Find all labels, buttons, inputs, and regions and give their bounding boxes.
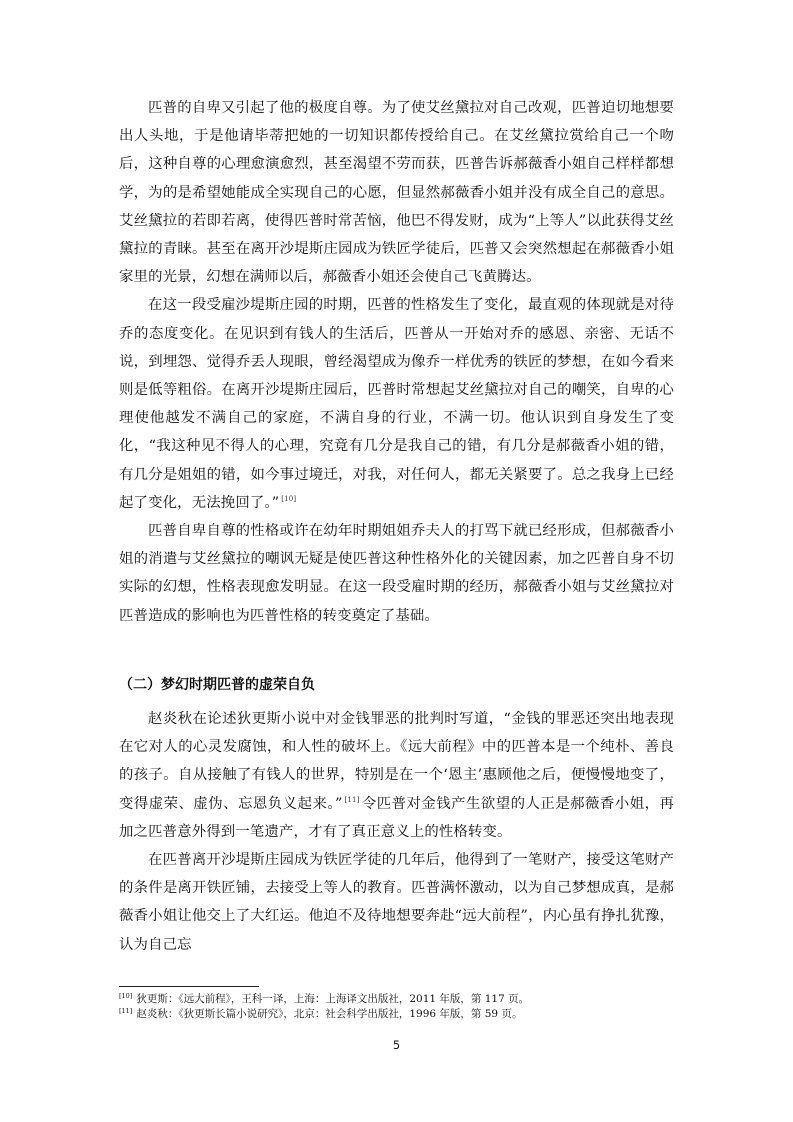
paragraph-2-text: 在这一段受雇沙堤斯庄园的时期，匹普的性格发生了变化，最直观的体现就是对待乔的态度变化。在见识到有钱人的生活后，匹普从一开始对乔的感恩、亲密、无话不说，到埋怨、觉得乔丢人现眼，曾经渴望成为像乔一样优秀的铁匠的梦想，在如今看来则是低等粗俗。在离开沙堤斯庄园后，匹普时常想起艾丝黛拉对自己的嘲笑，自卑的心理使他越发不满自己的家庭，不满自身的行业，不满一切。他认识到自身发生了变化，“我这种见不得人的心理，究竟有几分是我自己的错，有几分是郝薇香小姐的错，有几分是姐姐的错，如今事过境迁，对我，对任何人，都无关紧要了。总之我身上已经起了变化，无法挽回了。” bbox=[119, 297, 674, 511]
footnote-ref-10[interactable]: [10] bbox=[281, 494, 297, 503]
footnote-10 bbox=[119, 992, 679, 1007]
paragraph-3: 匹普自卑自尊的性格或许在幼年时期姐姐乔夫人的打骂下就已经形成，但郝薇香小姐的消遣与艾丝黛拉的嘲讽无疑是使匹普这种性格外化的关键因素，加之匹普自身不切实际的幻想，性格表现愈发明显。在这一段受雇时期的经历，郝薇香小姐与艾丝黛拉对匹普造成的影响也为匹普性格的转变奠定了基础。 bbox=[119, 523, 674, 624]
paragraph-4-text-b: 令匹普对金钱产生欲望的人正是郝薇香小姐，再加之匹普意外得到一笔遗产，才有了真正意义上的性格转变。 bbox=[119, 795, 674, 840]
paragraph-5: 在匹普离开沙堤斯庄园成为铁匠学徒的几年后，他得到了一笔财产，接受这笔财产的条件是离开铁匠铺，去接受上等人的教育。匹普满怀激动，以为自己梦想成真，是郝薇香小姐让他交上了大红运。他迫不及待地想要奔赴“远大前程”，内心虽有挣扎犹豫，认为自己忘 bbox=[119, 852, 674, 953]
body-section-2 bbox=[119, 705, 674, 959]
footnote-11 bbox=[119, 1007, 679, 1022]
footnote-mark-10: [10] bbox=[119, 992, 133, 1000]
footnote-divider bbox=[119, 986, 259, 987]
section-heading: （二）梦幻时期匹普的虚荣自负 bbox=[119, 677, 315, 693]
footnote-text-10: 狄更斯：《远大前程》，王科一译，上海：上海译文出版社，2011 年版，第 117 页。 bbox=[136, 993, 530, 1005]
footnote-ref-11[interactable]: [11] bbox=[344, 795, 360, 804]
footnote-mark-11: [11] bbox=[119, 1007, 133, 1015]
footnotes bbox=[119, 992, 679, 1022]
page-number: 5 bbox=[392, 1038, 401, 1052]
paragraph-4 bbox=[119, 705, 674, 846]
paragraph-4-text-a: 赵炎秋在论述狄更斯小说中对金钱罪恶的批判时写道，“金钱的罪恶还突出地表现在它对人的心灵发腐蚀，和人性的破坏上。《远大前程》中的匹普本是一个纯朴、善良的孩子。自从接触了有钱人的世界，特别是在一个‘恩主’惠顾他之后，便慢慢地变了，变得虚荣、虚伪、忘恩负义起来。” bbox=[119, 711, 674, 812]
footnote-text-11: 赵炎秋：《狄更斯长篇小说研究》，北京：社会科学出版社，1996 年版，第 59 页。 bbox=[136, 1008, 523, 1020]
paragraph-2 bbox=[119, 291, 674, 517]
paragraph-1: 匹普的自卑又引起了他的极度自尊。为了使艾丝黛拉对自己改观，匹普迫切地想要出人头地，于是他请毕蒂把她的一切知识都传授给自己。在艾丝黛拉赏给自己一个吻后，这种自尊的心理愈演愈烈，甚至渴望不劳而获，匹普告诉郝薇香小姐自己样样都想学，为的是希望她能成全实现自己的心愿，但显然郝薇香小姐并没有成全自己的意思。艾丝黛拉的若即若离，使得匹普时常苦恼，他巴不得发财，成为“上等人”以此获得艾丝黛拉的青睐。甚至在离开沙堤斯庄园成为铁匠学徒后，匹普又会突然想起在郝薇香小姐家里的光景，幻想在满师以后，郝薇香小姐还会使自己飞黄腾达。 bbox=[119, 100, 674, 286]
body-section-1 bbox=[119, 94, 674, 630]
